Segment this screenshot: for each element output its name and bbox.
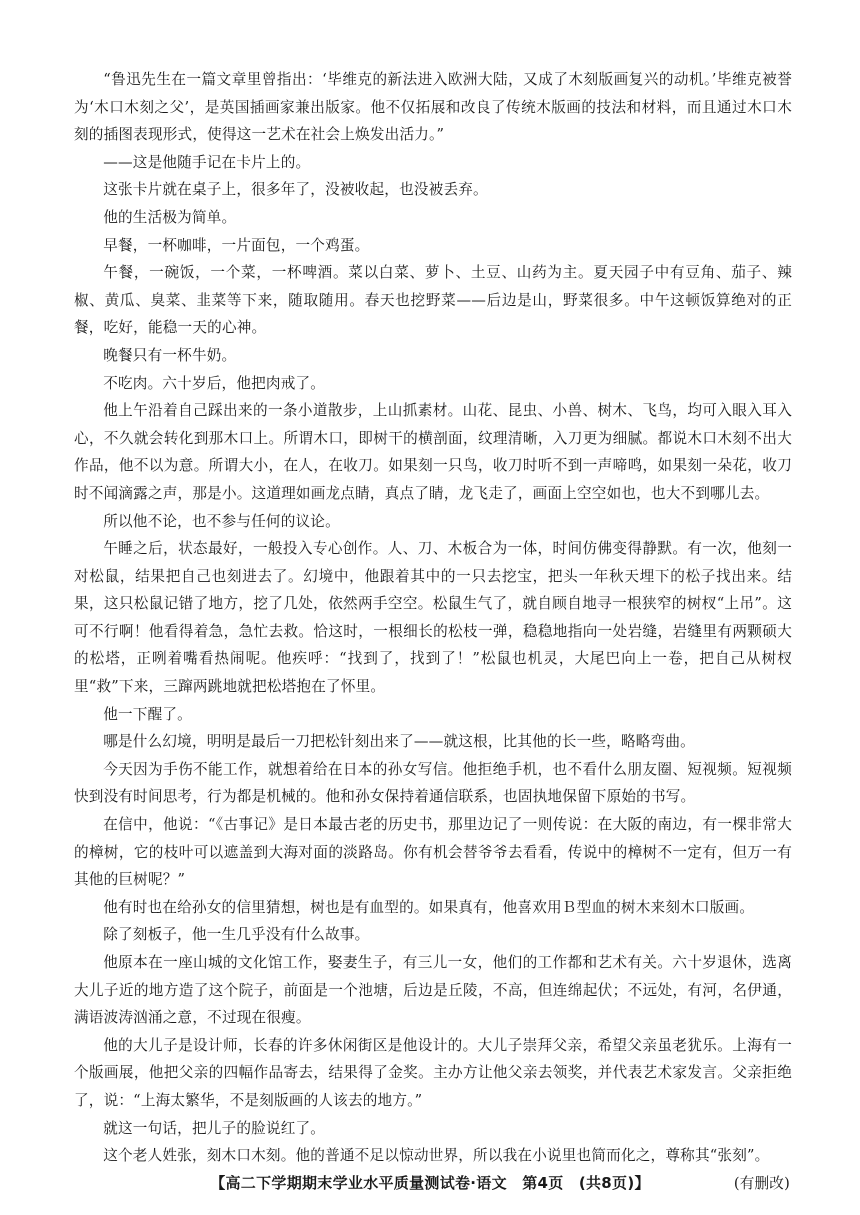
- paragraph: 在信中，他说：“《古事记》是日本最古老的历史书，那里边记了一则传说：在大阪的南边，有一棵非常大的樟树，它的枝叶可以遮盖到大海对面的淡路岛。你有机会替爷爷去看看，传说中的樟树不一定有，但万一有其他的巨树呢？”: [74, 816, 792, 889]
- paragraph: 他原本在一座山城的文化馆工作，娶妻生子，有三儿一女，他们的工作都和艺术有关。六十岁退休，选离大儿子近的地方造了这个院子，前面是一个池塘，后边是丘陵，不高，但连绵起伏；不远处，有河，名伊通，满语波涛汹涌之意，不过现在很瘦。: [74, 954, 792, 1027]
- paragraph: 晚餐只有一杯牛奶。: [103, 346, 237, 364]
- paragraph: ——这是他随手记在卡片上的。: [103, 153, 311, 171]
- paragraph: “鲁迅先生在一篇文章里曾指出：‘毕维克的新法进入欧洲大陆，又成了木刻版画复兴的动机。’毕维克被誉为‘木口木刻之父’，是英国插画家兼出版家。他不仅拓展和改良了传统木版画的技法和材料，而且通过木口木刻的插图表现形式，使得这一艺术在社会上焕发出活力。”: [74, 71, 792, 144]
- paragraph: 早餐，一杯咖啡，一片面包，一个鸡蛋。: [103, 236, 370, 254]
- paragraph: 除了刻板子，他一生几乎没有什么故事。: [103, 926, 370, 944]
- source-note: (有删改): [733, 1174, 790, 1192]
- paragraph: 这个老人姓张，刻木口木刻。他的普通不足以惊动世界，所以我在小说里也简而化之，尊称其“张刻”。: [103, 1147, 770, 1165]
- page-footer: 【高二下学期期末学业水平质量测试卷·语文 第4页 (共8页)】: [210, 1174, 650, 1192]
- paragraph: 不吃肉。六十岁后，他把肉戒了。: [103, 374, 326, 392]
- paragraph: 他的大儿子是设计师，长春的许多休闲街区是他设计的。大儿子崇拜父亲，希望父亲虽老犹乐。上海有一个版画展，他把父亲的四幅作品寄去，结果得了金奖。主办方让他父亲去领奖，并代表艺术家发言。父亲拒绝了，说：“上海太繁华，不是刻版画的人该去的地方。”: [74, 1036, 792, 1109]
- paragraph: 哪是什么幻境，明明是最后一刀把松针刻出来了——就这根，比其他的长一些，略略弯曲。: [103, 733, 695, 751]
- paragraph: 他的生活极为简单。: [103, 208, 237, 226]
- reading-passage: [74, 66, 792, 1197]
- paragraph: 午餐，一碗饭，一个菜，一杯啤酒。菜以白菜、萝卜、土豆、山药为主。夏天园子中有豆角、茄子、辣椒、黄瓜、臭菜、韭菜等下来，随取随用。春天也挖野菜——后边是山，野菜很多。中午这顿饭算绝对的正餐，吃好，能稳一天的心神。: [74, 264, 792, 337]
- paragraph: 所以他不论，也不参与任何的议论。: [103, 512, 340, 530]
- paragraph: 今天因为手伤不能工作，就想着给在日本的孙女写信。他拒绝手机，也不看什么朋友圈、短视频。短视频快到没有时间思考，行为都是机械的。他和孙女保持着通信联系，也固执地保留下原始的书写。: [74, 760, 792, 806]
- paragraph: 就这一句话，把儿子的脸说红了。: [103, 1119, 326, 1137]
- paragraph: 他一下醒了。: [103, 705, 192, 723]
- paragraph: 他上午沿着自己踩出来的一条小道散步，上山抓素材。山花、昆虫、小兽、树木、飞鸟，均可入眼入耳入心，不久就会转化到那木口上。所谓木口，即树干的横剖面，纹理清晰，入刀更为细腻。都说木口木刻不出大作品，他不以为意。所谓大小，在人，在收刀。如果刻一只鸟，收刀时听不到一声啼鸣，如果刻一朵花，收刀时不闻滴露之声，那是小。这道理如画龙点睛，真点了睛，龙飞走了，画面上空空如也，也大不到哪儿去。: [74, 402, 792, 502]
- paragraph: 他有时也在给孙女的信里猜想，树也是有血型的。如果真有，他喜欢用Ｂ型血的树木来刻木口版画。: [103, 898, 755, 916]
- paragraph: 午睡之后，状态最好，一般投入专心创作。人、刀、木板合为一体，时间仿佛变得静默。有一次，他刻一对松鼠，结果把自己也刻进去了。幻境中，他跟着其中的一只去挖宝，把头一年秋天埋下的松子找出来。结果，这只松鼠记错了地方，挖了几处，依然两手空空。松鼠生气了，就自顾自地寻一根狭窄的树杈“上吊”。这可不行啊！他看得着急，急忙去救。恰这时，一根细长的松枝一弹，稳稳地指向一处岩缝，岩缝里有两颗硕大的松塔，正咧着嘴看热闹呢。他疾呼：“找到了，找到了！”松鼠也机灵，大尾巴向上一卷，把自己从树杈里“救”下来，三蹿两跳地就把松塔抱在了怀里。: [74, 540, 792, 696]
- paragraph: 这张卡片就在桌子上，很多年了，没被收起，也没被丢弃。: [103, 181, 488, 199]
